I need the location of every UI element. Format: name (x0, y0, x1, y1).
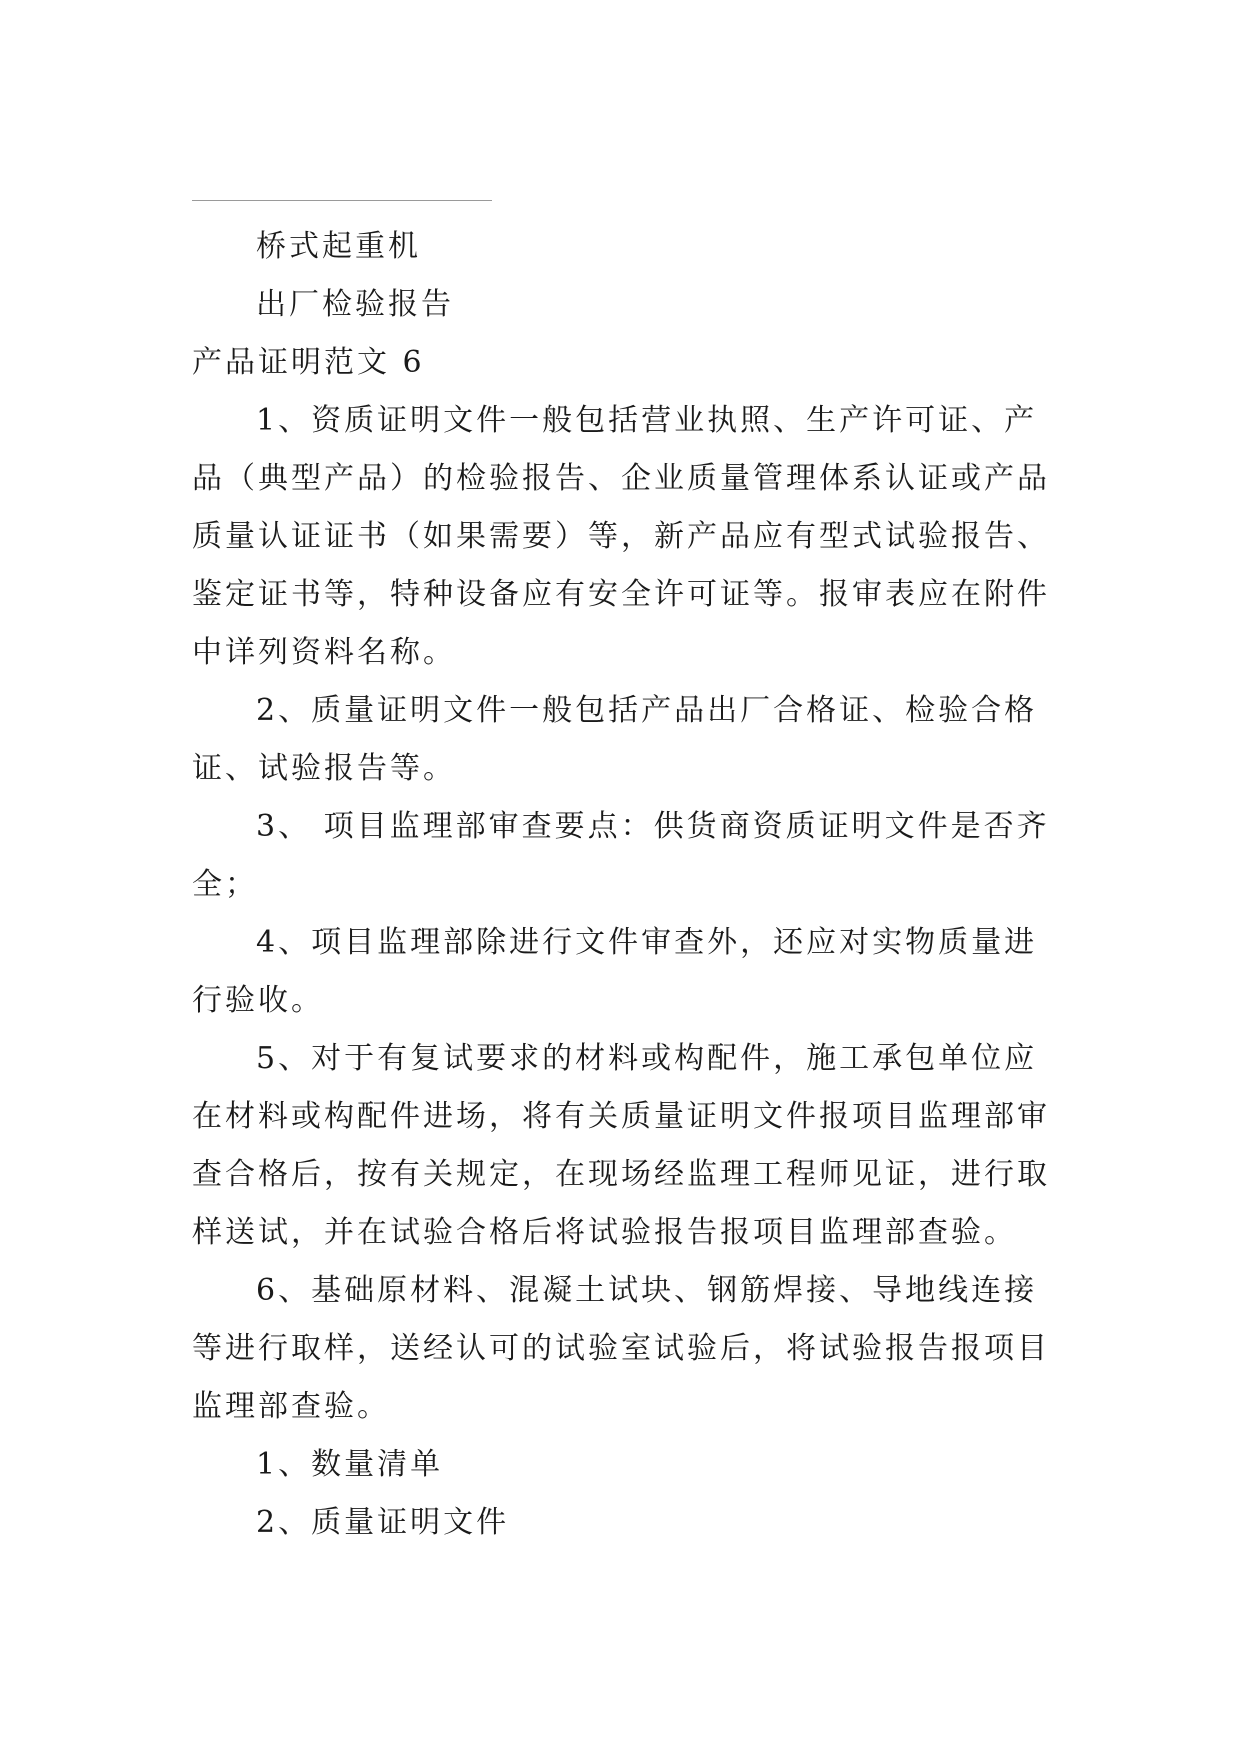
paragraph-line: 质量认证证书（如果需要）等，新产品应有型式试验报告、 (192, 519, 1050, 554)
top-rule-divider (192, 200, 492, 201)
paragraph-line: 6、基础原材料、混凝土试块、钢筋焊接、导地线连接 (256, 1273, 1038, 1308)
paragraph-line: 1、资质证明文件一般包括营业执照、生产许可证、产 (256, 403, 1038, 438)
paragraph-line: 中详列资料名称。 (192, 635, 456, 670)
paragraph-line: 在材料或构配件进场，将有关质量证明文件报项目监理部审 (192, 1099, 1050, 1134)
paragraph-line: 全； (192, 867, 258, 902)
report-title: 出厂检验报告 (256, 287, 454, 322)
paragraph-2 (192, 682, 1062, 798)
paragraph-line: 3、 项目监理部审查要点：供货商资质证明文件是否齐 (256, 809, 1050, 844)
document-body (192, 218, 1062, 1552)
paragraph-6 (192, 1262, 1062, 1436)
list-item-quality-docs: 2、质量证明文件 (256, 1505, 510, 1540)
product-name: 桥式起重机 (256, 229, 421, 264)
paragraph-line: 查合格后，按有关规定，在现场经监理工程师见证，进行取 (192, 1157, 1050, 1192)
paragraph-line: 行验收。 (192, 983, 324, 1018)
paragraph-3 (192, 798, 1062, 914)
paragraph-line: 证、试验报告等。 (192, 751, 456, 786)
paragraph-line: 鉴定证书等，特种设备应有安全许可证等。报审表应在附件 (192, 577, 1050, 612)
paragraph-line: 5、对于有复试要求的材料或构配件，施工承包单位应 (256, 1041, 1038, 1076)
paragraph-1 (192, 392, 1062, 682)
paragraph-5 (192, 1030, 1062, 1262)
paragraph-line: 等进行取样，送经认可的试验室试验后，将试验报告报项目 (192, 1331, 1050, 1366)
paragraph-line: 样送试，并在试验合格后将试验报告报项目监理部查验。 (192, 1215, 1017, 1250)
section-title: 产品证明范文 6 (192, 345, 425, 380)
paragraph-4 (192, 914, 1062, 1030)
list-item-quantity: 1、数量清单 (256, 1447, 444, 1482)
paragraph-line: 4、项目监理部除进行文件审查外，还应对实物质量进 (256, 925, 1038, 960)
paragraph-line: 监理部查验。 (192, 1389, 390, 1424)
paragraph-line: 2、质量证明文件一般包括产品出厂合格证、检验合格 (256, 693, 1038, 728)
paragraph-line: 品（典型产品）的检验报告、企业质量管理体系认证或产品 (192, 461, 1050, 496)
